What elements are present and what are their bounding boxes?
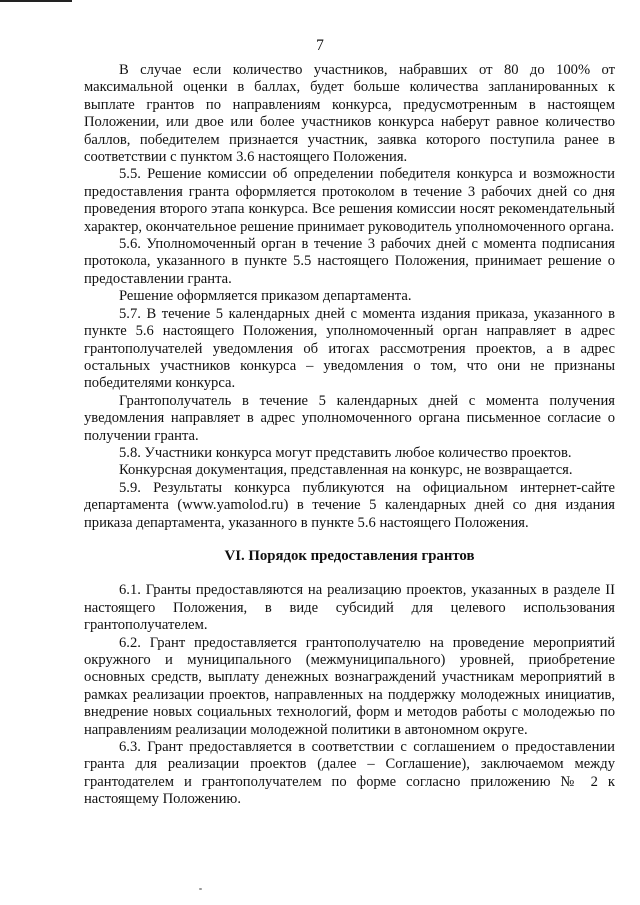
section-heading: VI. Порядок предоставления грантов bbox=[224, 547, 475, 564]
paragraph-grantee-consent: Грантополучатель в течение 5 календарных дней с момента получения уведомления направляет в адрес уполномоченного органа письменное согласие о получении гранта. bbox=[84, 392, 615, 444]
paragraph-6-2: 6.2. Грант предоставляется грантополучателю на проведение мероприятий окружного и муниципального (межмуниципального) уровней, приобретение основных средств, выплату денежных вознаграждений участникам мероприятий в рамках реализации проектов, направленных на поддержку молодежных инициатив, внедрение новых социальных технологий, форм и методов работы с молодежью по направлениям реализации молодежной политики в автономном округе. bbox=[84, 634, 615, 738]
paragraph-5-5: 5.5. Решение комиссии об определении победителя конкурса и возможности предоставления гранта оформляется протоколом в течение 3 рабочих дней со дня проведения второго этапа конкурса. Все решения комиссии носят рекомендательный характер, окончательное решение принимает руководитель уполномоченного органа. bbox=[84, 166, 615, 235]
paragraph-documents-not-returned: Конкурсная документация, представленная на конкурс, не возвращается. bbox=[119, 462, 573, 479]
paragraph-5-8: 5.8. Участники конкурса могут представить любое количество проектов. bbox=[119, 444, 572, 461]
scan-speck bbox=[199, 888, 202, 890]
paragraph-6-1: 6.1. Гранты предоставляются на реализацию проектов, указанных в разделе II настоящего Положения, в виде субсидий для целевого использования грантополучателем. bbox=[84, 582, 615, 634]
page-number: 7 bbox=[316, 37, 324, 54]
top-border-rule bbox=[0, 0, 72, 2]
paragraph-5-7: 5.7. В течение 5 календарных дней с момента издания приказа, указанного в пункте 5.6 настоящего Положения, уполномоченный орган направляет в адрес грантополучателей уведомления об итогах рассмотрения проектов, а в адрес остальных участников конкурса – уведомления о том, что они не признаны победителями конкурса. bbox=[84, 305, 615, 392]
paragraph-5-9: 5.9. Результаты конкурса публикуются на официальном интернет-сайте департамента (www.yamolod.ru) в течение 5 календарных дней со дня издания приказа департамента, указанного в пункте 5.6 настоящего Положения. bbox=[84, 479, 615, 531]
document-body bbox=[84, 62, 615, 809]
paragraph-tie-rule: В случае если количество участников, набравших от 80 до 100% от максимальной оценки в баллах, будет больше количества запланированных к выплате грантов по направлениям конкурса, предусмотренным в настоящем Положении, или двое или более участников конкурса наберут равное количество баллов, победителем признается участник, заявка которого поступила ранее в соответствии с пунктом 3.6 настоящего Положения. bbox=[84, 62, 615, 166]
paragraph-decision-order: Решение оформляется приказом департамента. bbox=[119, 288, 412, 305]
paragraph-6-3: 6.3. Грант предоставляется в соответствии с соглашением о предоставлении гранта для реализации проектов (далее – Соглашение), заключаемом между грантодателем и грантополучателем по форме согласно приложению № 2 к настоящему Положению. bbox=[84, 739, 615, 808]
paragraph-5-6: 5.6. Уполномоченный орган в течение 3 рабочих дней с момента подписания протокола, указанного в пункте 5.5 настоящего Положения, принимает решение о предоставлении гранта. bbox=[84, 236, 615, 287]
